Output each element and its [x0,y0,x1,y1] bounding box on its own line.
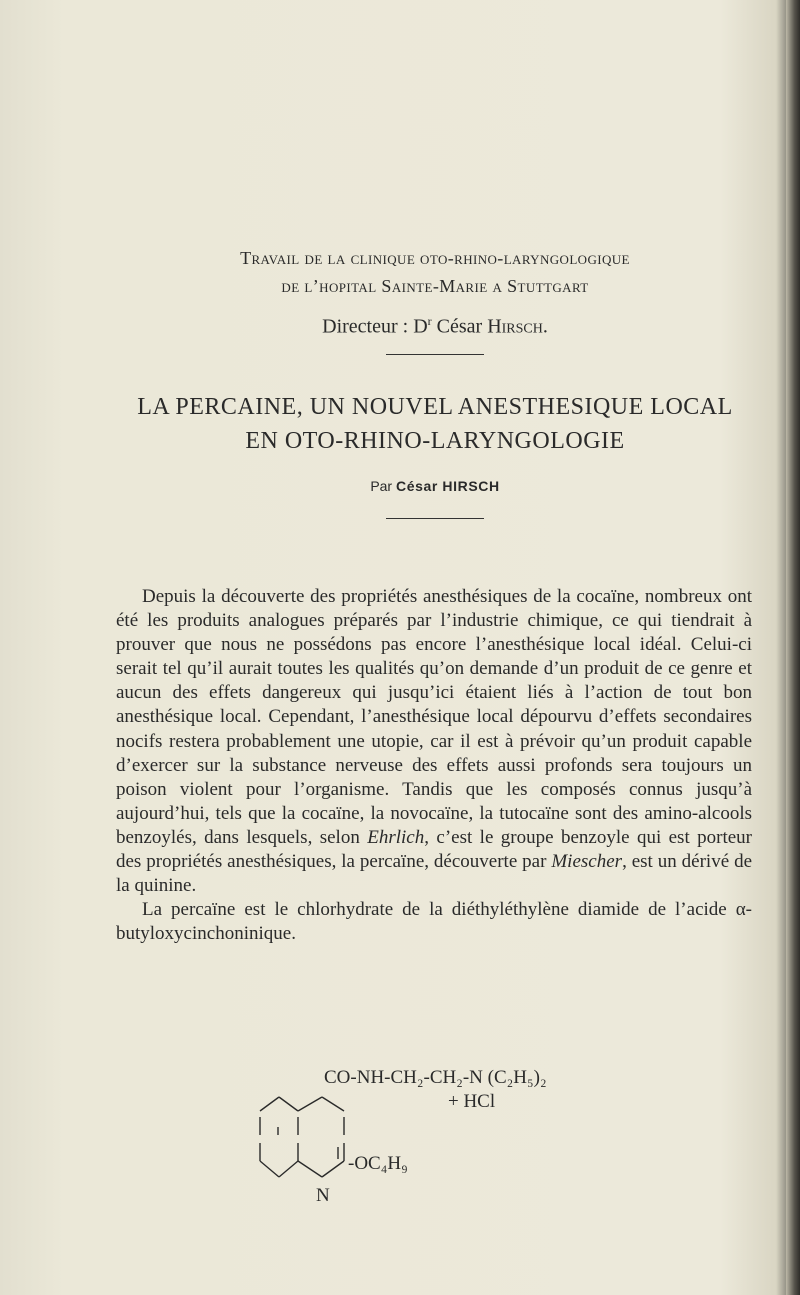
page-edge-shadow [786,0,800,1295]
author-ehrlich: Ehrlich [367,826,425,848]
paragraph-1-text-b: , c’est le groupe benzoyle qui est porteur des propriétés anesthésiques, la percaïne, découverte par [116,826,753,873]
chemical-formula [250,1065,547,1215]
paragraph-1-text-a: Depuis la découverte des propriétés anesthésiques de la cocaïne, nombreux ont été les produits analogues préparés par l’industrie chimique, ce qui tiendrait à prouver que nous ne possédons pas encore l’anesthésique local idéal. Celui-ci serait tel qu’il aurait toutes les qualités qu’on demande d’un produit de ce genre et aucun des effets dangereux qui jusqu’ici étaient liés à l’action de tout bon anesthésique local. Cependant, l’anesthésique local dépourvu d’effets secondaires nocifs restera probablement une utopie, car il est à prévoir qu’un produit capable d’exercer sur la substance nerveuse des effets aussi profonds sera toujours un poison violent pour l’organisme. Tandis que les composés connus jusqu’à aujourd’hui, tels que la cocaïne, la novocaïne, la tutocaïne sont des amino-alcools benzoylés, dans lesquels, selon [116,586,752,848]
byline-author: César HIRSCH [396,478,500,494]
article-title-line-1: LA PERCAINE, UN NOUVEL ANESTHESIQUE LOCAL [137,394,733,420]
director-superscript: r [427,314,432,328]
formula-substituent: -OC₄H₉ [348,1153,408,1174]
director-prefix: Directeur : D [322,315,428,338]
article-title-line-2: EN OTO-RHINO-LARYNGOLOGIE [245,428,625,454]
author-miescher: Miescher [551,851,623,873]
formula-nitrogen: N [316,1185,330,1206]
director-surname: Hirsch. [487,315,548,338]
director-line [0,314,800,339]
separator-rule-top [386,354,484,355]
paragraph-1-text-c: , est un dérivé de la quinine. [116,851,752,897]
paragraph-2: La percaïne est le chlorhydrate de la diéthyléthylène diamide de l’acide α-butyloxycinchoninique. [116,899,752,945]
institution-line-1: Travail de la clinique oto-rhino-laryngologique [240,248,630,268]
byline-prefix: Par [370,478,393,494]
byline [0,478,800,494]
separator-rule-bottom [386,518,484,519]
institution-line-2: de l’hopital Sainte-Marie a Stuttgart [281,276,589,296]
article-body [116,585,752,946]
formula-side-chain: CO-NH-CH₂-CH₂-N (C₂H₅)₂ [324,1067,547,1088]
director-name: César [436,315,483,338]
formula-hcl: + HCl [448,1091,496,1112]
quinoline-structure [250,1065,547,1215]
quinoline-rings [260,1097,344,1177]
paragraph-1 [116,585,752,898]
